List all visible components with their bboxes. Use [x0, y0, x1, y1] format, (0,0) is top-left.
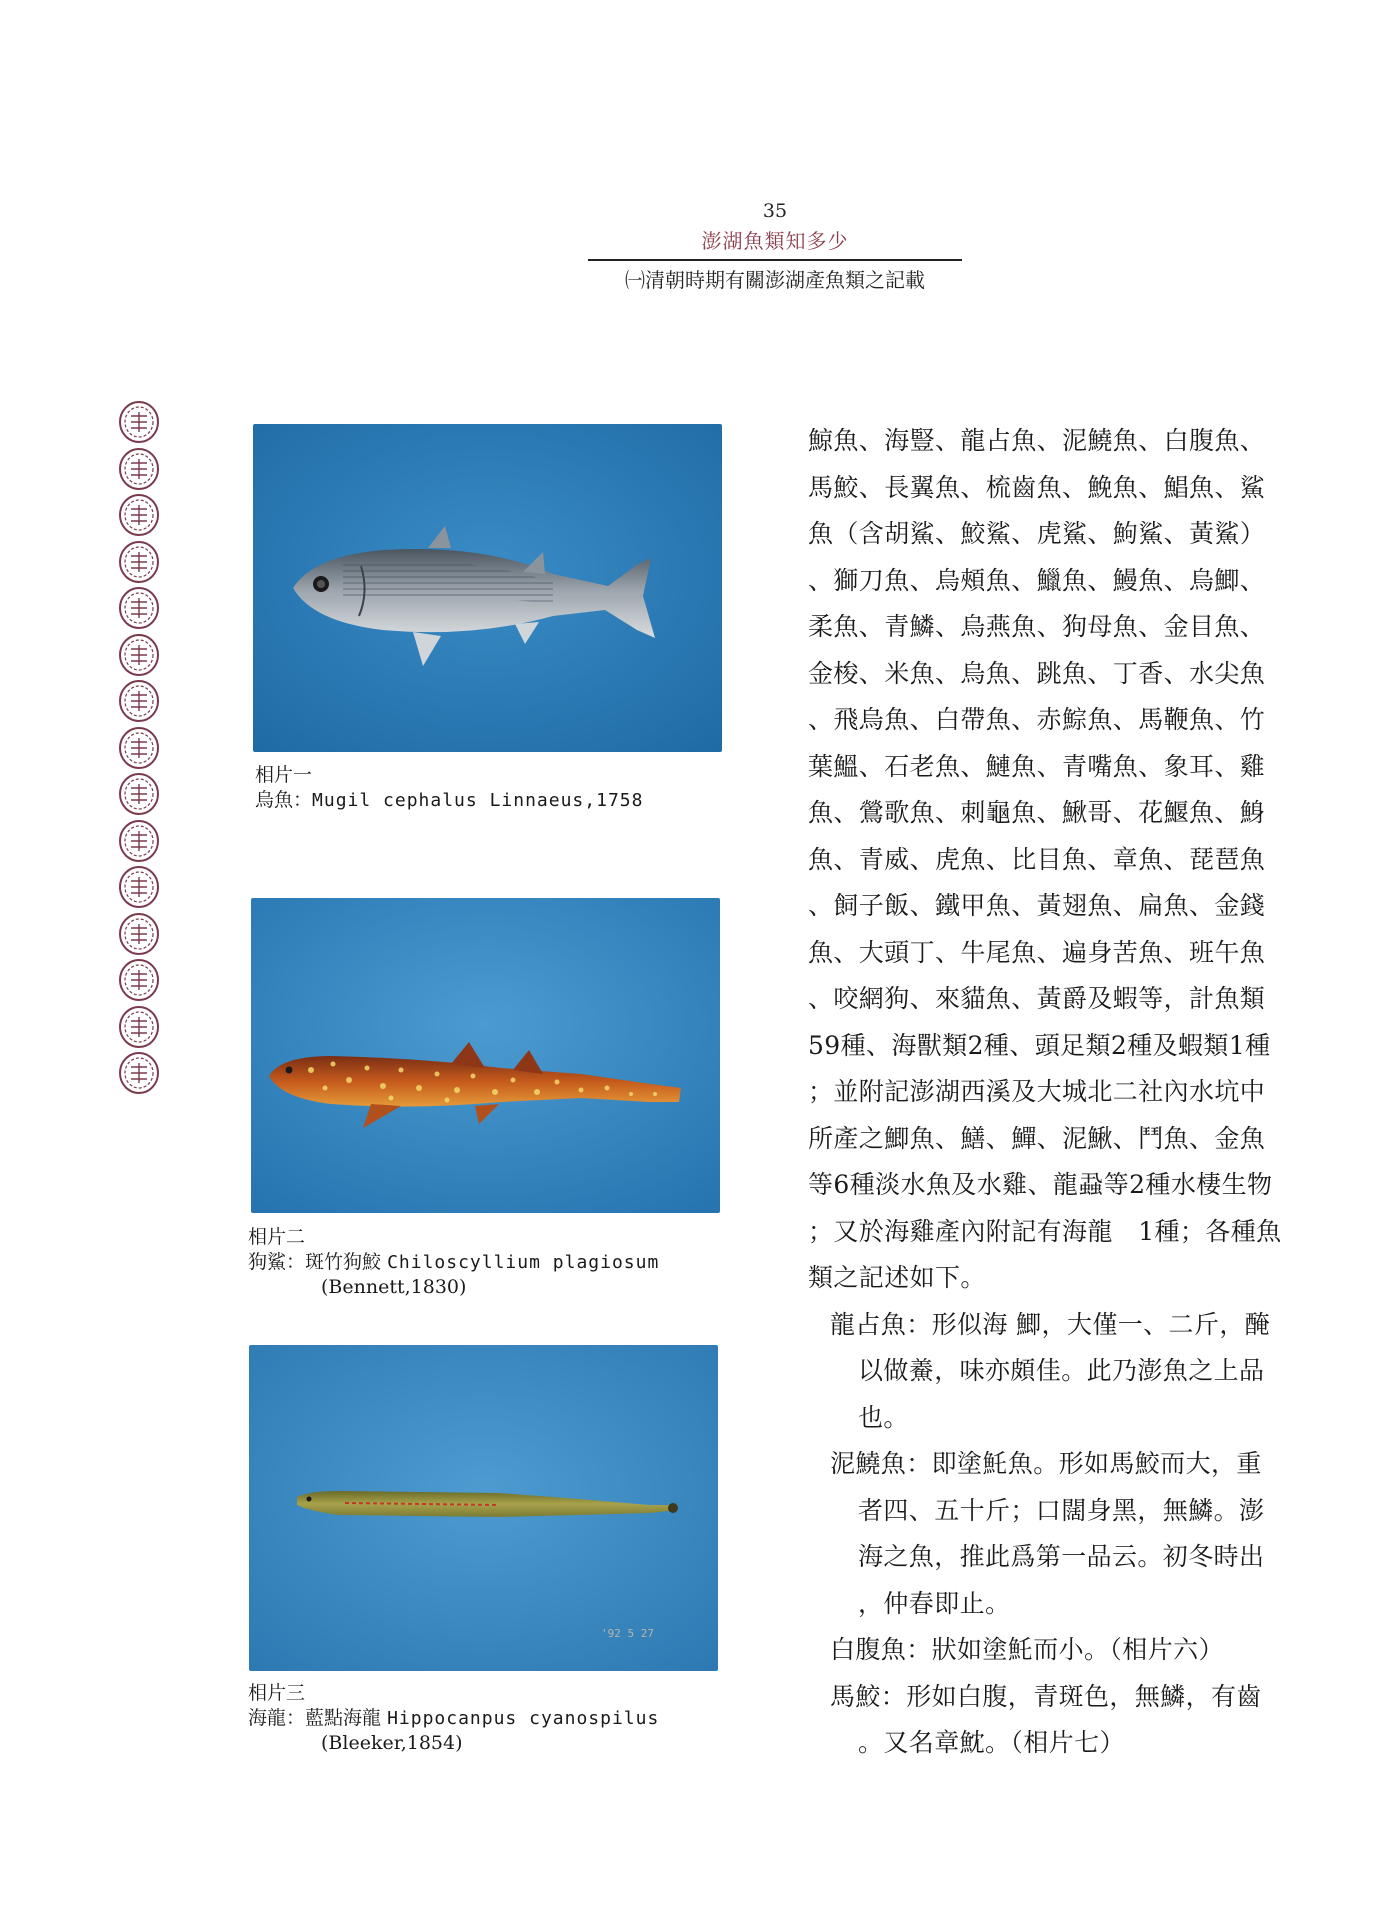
seal-ornament-icon	[118, 772, 160, 816]
species-entry	[808, 1441, 1288, 1627]
seal-ornament-icon	[118, 726, 160, 770]
species-entry	[808, 1302, 1288, 1442]
photo-pipefish	[249, 1345, 718, 1671]
photo-label: 相片三	[248, 1682, 306, 1704]
page-header	[588, 196, 962, 295]
species-common-name: 狗鯊：斑竹狗鮫	[248, 1251, 382, 1273]
photo-caption-3	[248, 1681, 659, 1756]
entry-line: 者四、五十斤；口闊身黑，無鱗。澎	[858, 1495, 1265, 1525]
page-number: 35	[762, 200, 788, 222]
body-line: 、咬網狗、來貓魚、黃爵及蝦等，計魚類	[808, 984, 1266, 1013]
species-entry	[808, 1674, 1288, 1767]
body-line: 等6種淡水魚及水雞、龍蝨等2種水棲生物	[808, 1170, 1273, 1199]
body-line: 魚、大頭丁、牛尾魚、遍身苦魚、班午魚	[808, 937, 1266, 967]
header-divider	[588, 259, 962, 261]
photo-caption-1	[255, 763, 643, 813]
species-common-name: 烏魚：	[255, 789, 313, 811]
body-line: 59種、海獸類2種、頭足類2種及蝦類1種	[808, 1030, 1271, 1060]
species-common-name: 海龍：藍點海龍	[248, 1707, 382, 1729]
seal-ornament-icon	[118, 540, 160, 584]
seal-ornament-icon	[118, 447, 160, 491]
body-line: 葉鰮、石老魚、鰱魚、青嘴魚、象耳、雞	[808, 751, 1266, 781]
body-line: 鯨魚、海豎、龍占魚、泥鱙魚、白腹魚、	[808, 426, 1266, 455]
entry-line: 龍占魚：形似海 鯽，大僅一、二斤，醃	[830, 1309, 1271, 1339]
species-entries	[808, 1302, 1288, 1767]
photo-caption-2	[248, 1225, 659, 1300]
seal-ornament-icon	[118, 679, 160, 723]
seal-ornament-icon	[118, 493, 160, 537]
seal-ornament-icon	[118, 865, 160, 909]
body-line: ；又於海雞產內附記有海龍 1種；各種魚	[808, 1216, 1282, 1246]
mullet-image	[253, 424, 722, 752]
photo-bamboo-shark	[251, 898, 720, 1213]
body-line: 魚（含胡鯊、鮫鯊、虎鯊、鮈鯊、黃鯊）	[808, 519, 1266, 548]
photo-label: 相片一	[255, 764, 313, 786]
seal-ornament-icon	[118, 819, 160, 863]
body-line: 魚、青威、虎魚、比目魚、章魚、琵琶魚	[808, 844, 1266, 874]
seal-ornament-icon	[118, 1005, 160, 1049]
entry-line: 海之魚，推此爲第一品云。初冬時出	[858, 1542, 1265, 1571]
book-title: 澎湖魚類知多少	[701, 229, 849, 253]
seal-column	[118, 400, 164, 1098]
species-author: (Bennett,1830)	[321, 1276, 467, 1298]
photo-date-stamp: '92 5 27	[601, 1627, 654, 1640]
pipefish-image	[249, 1345, 718, 1671]
entry-line: 也。	[858, 1402, 909, 1432]
body-line: 所產之鯽魚、鱔、鱓、泥鰍、鬥魚、金魚	[808, 1123, 1266, 1153]
entry-line: 白腹魚：狀如塗魠而小。（相片六）	[830, 1635, 1224, 1664]
seal-ornament-icon	[118, 633, 160, 677]
body-line: 柔魚、青鱗、烏燕魚、狗母魚、金目魚、	[808, 612, 1266, 641]
photo-mullet	[253, 424, 722, 752]
body-line: 金梭、米魚、烏魚、跳魚、丁香、水尖魚	[808, 658, 1266, 688]
species-scientific-name: Chiloscyllium plagiosum	[387, 1252, 660, 1273]
body-line: 、飼子飯、鐵甲魚、黃翅魚、扁魚、金錢	[808, 891, 1266, 920]
body-line: 馬鮫、長翼魚、梳齒魚、鮸魚、鯧魚、鯊	[808, 472, 1266, 502]
species-scientific-name: Hippocanpus cyanospilus	[387, 1708, 660, 1729]
body-line: 類之記述如下。	[808, 1263, 986, 1292]
seal-ornament-icon	[118, 1051, 160, 1095]
body-paragraph	[808, 418, 1288, 1302]
seal-ornament-icon	[118, 958, 160, 1002]
body-line: 、獅刀魚、烏頰魚、鱲魚、鰻魚、烏鯽、	[808, 565, 1266, 595]
body-line: 魚、鶯歌魚、刺龜魚、鰍哥、花鰋魚、鯓	[808, 798, 1266, 827]
entry-line: 馬鮫：形如白腹，青斑色，無鱗，有齒	[830, 1681, 1262, 1711]
species-entry	[808, 1627, 1288, 1674]
body-line: 、飛烏魚、白帶魚、赤鯮魚、馬鞭魚、竹	[808, 705, 1266, 734]
species-author: (Bleeker,1854)	[321, 1732, 463, 1754]
entry-line: 以做鯗，味亦頗佳。此乃澎魚之上品	[858, 1356, 1265, 1385]
entry-line: 泥鱙魚：即塗魠魚。形如馬鮫而大，重	[830, 1449, 1262, 1478]
shark-image	[251, 898, 720, 1213]
seal-ornament-icon	[118, 400, 160, 444]
species-line	[248, 1250, 659, 1275]
seal-ornament-icon	[118, 586, 160, 630]
entry-line: ，仲春即止。	[858, 1588, 1011, 1618]
body-line: ；並附記澎湖西溪及大城北二社內水坑中	[808, 1077, 1266, 1106]
species-line	[255, 788, 643, 813]
entry-line: 。又名章魫。（相片七）	[858, 1728, 1125, 1757]
seal-ornament-icon	[118, 912, 160, 956]
species-line	[248, 1706, 659, 1731]
photo-label: 相片二	[248, 1226, 306, 1248]
species-scientific-name: Mugil cephalus Linnaeus,1758	[312, 790, 644, 811]
body-text	[808, 418, 1288, 1767]
chapter-title: ㈠清朝時期有關澎湖產魚類之記載	[625, 268, 925, 292]
